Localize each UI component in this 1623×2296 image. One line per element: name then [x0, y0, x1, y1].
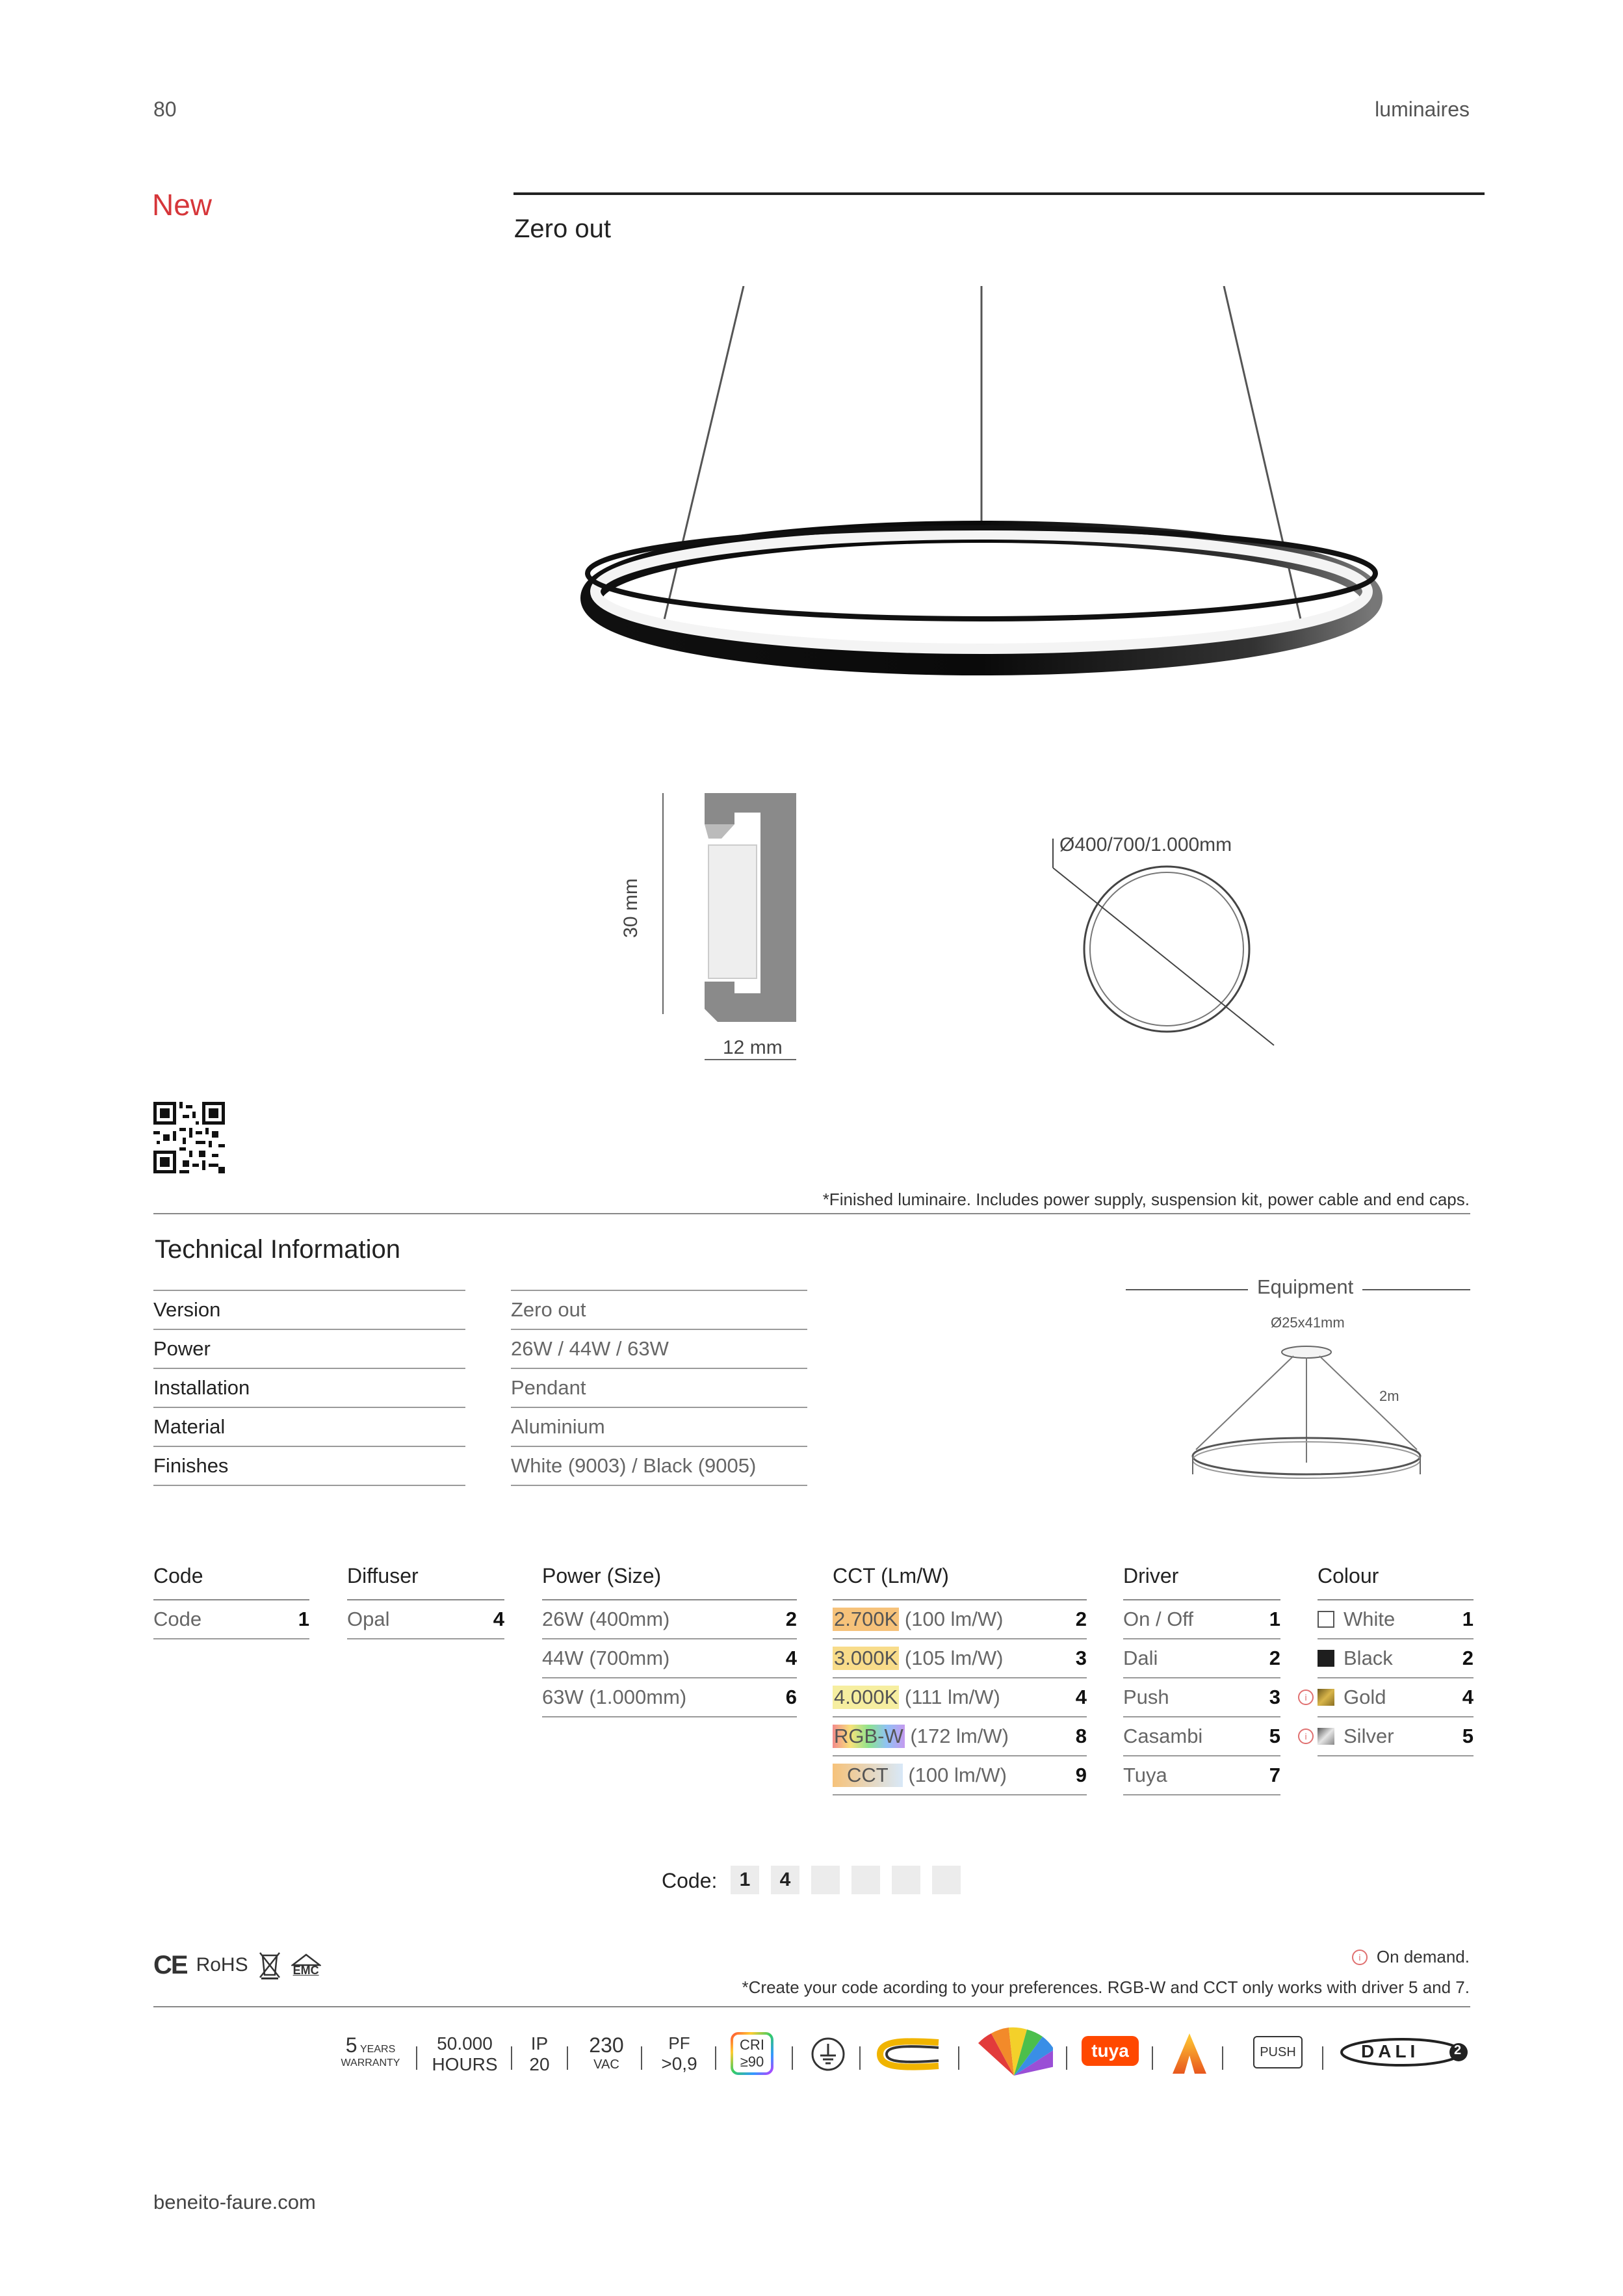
cri-label: CRI — [740, 2037, 764, 2053]
spec-value-row — [511, 1447, 807, 1486]
colour-name: Silver — [1344, 1725, 1394, 1747]
qr-code — [153, 1102, 225, 1173]
option-label: 44W (700mm) — [542, 1647, 670, 1669]
spec-values — [511, 1290, 807, 1486]
white-swatch — [1318, 1611, 1334, 1628]
cct-4000-swatch: 4.000K — [834, 1686, 898, 1708]
option-label — [833, 1725, 1076, 1748]
ring-plan-drawing — [1046, 839, 1287, 1060]
website-link[interactable]: beneito-faure.com — [153, 2191, 316, 2213]
spec-labels — [153, 1290, 465, 1486]
on-demand-note — [1352, 1947, 1470, 1967]
option-label: Tuya — [1123, 1764, 1167, 1786]
section-divider — [153, 1213, 1470, 1214]
ip-label: IP — [530, 2033, 549, 2054]
feature-separator — [416, 2046, 417, 2070]
earth-ground-icon — [810, 2036, 846, 2072]
option-label: 63W (1.000mm) — [542, 1686, 687, 1708]
spec-value: Aluminium — [511, 1415, 605, 1438]
feature-separator — [1222, 2046, 1223, 2070]
feature-separator — [1152, 2046, 1153, 2070]
driver-option[interactable] — [1123, 1756, 1280, 1795]
spec-label: Installation — [153, 1376, 250, 1399]
certifications — [153, 1950, 321, 1980]
voltage-unit: VAC — [593, 2057, 619, 2072]
option-label — [1318, 1608, 1462, 1631]
option-label — [833, 1764, 1076, 1787]
cct-3000-swatch: 3.000K — [834, 1647, 898, 1669]
option-code: 3 — [1269, 1686, 1280, 1708]
pf-label: PF — [668, 2033, 690, 2053]
code-option[interactable] — [153, 1600, 309, 1639]
pf-value: >0,9 — [661, 2054, 697, 2074]
spec-label-row — [153, 1330, 465, 1369]
led-strip-icon — [874, 2035, 945, 2074]
technical-title: Technical Information — [155, 1235, 400, 1264]
spec-label: Material — [153, 1415, 226, 1438]
warranty-years: 5 — [345, 2033, 357, 2057]
warranty-top — [338, 2033, 403, 2057]
finish-note: *Finished luminaire. Includes power supply, suspension kit, power cable and end caps. — [822, 1190, 1470, 1209]
new-badge: New — [152, 188, 213, 222]
footer-divider — [153, 2006, 1470, 2007]
diffuser-column-title: Diffuser — [347, 1564, 419, 1587]
equipment-drawing — [1183, 1333, 1430, 1489]
spec-label-row — [153, 1369, 465, 1408]
cct-option[interactable] — [833, 1600, 1087, 1639]
dali2-logo — [1339, 2037, 1469, 2067]
feature-separator — [511, 2046, 512, 2070]
weee-icon — [257, 1950, 282, 1980]
pf-badge — [650, 2033, 708, 2074]
option-label: On / Off — [1123, 1608, 1193, 1630]
gold-swatch — [1318, 1689, 1334, 1706]
option-label: Code — [153, 1608, 202, 1630]
rohs-mark: RoHS — [196, 1954, 248, 1976]
option-label — [833, 1686, 1076, 1709]
color-fan-icon — [975, 2014, 1053, 2079]
emc-icon — [291, 1953, 321, 1977]
spec-value-row — [511, 1408, 807, 1447]
on-demand-text: On demand. — [1376, 1947, 1470, 1966]
section-title: luminaires — [1375, 98, 1470, 121]
spec-label-row — [153, 1447, 465, 1486]
feature-separator — [792, 2046, 793, 2070]
option-code: 2 — [1075, 1608, 1087, 1630]
option-code: 3 — [1075, 1647, 1087, 1669]
option-code: 4 — [1462, 1686, 1474, 1708]
cct-efficacy: (172 lm/W) — [910, 1725, 1009, 1747]
hours-label: HOURS — [432, 2054, 498, 2074]
canopy-dimension: Ø25x41mm — [1271, 1314, 1345, 1331]
feature-separator — [859, 2046, 861, 2070]
black-swatch — [1318, 1650, 1334, 1667]
cct-tunable-swatch: CCT — [833, 1764, 903, 1787]
option-label: Push — [1123, 1686, 1169, 1708]
ip-value: 20 — [529, 2054, 550, 2074]
tuya-logo: tuya — [1082, 2036, 1139, 2066]
cct-column-title: CCT (Lm/W) — [833, 1564, 949, 1587]
code-box-5[interactable] — [892, 1866, 920, 1894]
option-code: 4 — [1075, 1686, 1087, 1708]
power-option[interactable] — [542, 1678, 797, 1717]
code-column-title: Code — [153, 1564, 203, 1587]
diffuser-option[interactable] — [347, 1600, 504, 1639]
code-box-2[interactable]: 4 — [771, 1866, 799, 1894]
spec-value: Pendant — [511, 1376, 586, 1399]
cct-efficacy: (100 lm/W) — [908, 1764, 1007, 1786]
cct-efficacy: (100 lm/W) — [904, 1608, 1004, 1630]
option-code: 1 — [298, 1608, 309, 1630]
code-box-4[interactable] — [851, 1866, 880, 1894]
warranty-badge — [338, 2033, 403, 2069]
dali-version: 2 — [1454, 2043, 1462, 2057]
hours-value: 50.000 — [437, 2033, 493, 2054]
feature-separator — [958, 2046, 959, 2070]
cct-option[interactable] — [833, 1639, 1087, 1678]
width-dimension: 12 mm — [723, 1037, 783, 1058]
colour-option[interactable] — [1318, 1600, 1474, 1639]
driver-column-title: Driver — [1123, 1564, 1179, 1587]
spec-value: 26W / 44W / 63W — [511, 1337, 669, 1360]
cct-2700-swatch: 2.700K — [834, 1608, 898, 1630]
option-label: Opal — [347, 1608, 390, 1630]
dali-text: DALI — [1361, 2041, 1420, 2061]
spec-label: Version — [153, 1298, 221, 1321]
equipment-title: Equipment — [1248, 1275, 1362, 1299]
option-code: 8 — [1075, 1725, 1087, 1747]
diameter-dimension: Ø400/700/1.000mm — [1059, 834, 1232, 855]
feature-separator — [1322, 2046, 1323, 2070]
spec-label-row — [153, 1408, 465, 1447]
option-label: Dali — [1123, 1647, 1158, 1669]
colour-option[interactable] — [1318, 1639, 1474, 1678]
cct-option[interactable] — [833, 1717, 1087, 1756]
spec-value-row — [511, 1369, 807, 1408]
option-label — [833, 1608, 1076, 1631]
spec-value-row — [511, 1330, 807, 1369]
hours-badge — [429, 2033, 500, 2075]
spec-label: Power — [153, 1337, 211, 1360]
spec-label: Finishes — [153, 1454, 229, 1477]
option-code: 5 — [1462, 1725, 1474, 1747]
option-code: 9 — [1075, 1764, 1087, 1786]
option-label — [1318, 1686, 1462, 1709]
product-image — [572, 286, 1391, 702]
option-code: 7 — [1269, 1764, 1280, 1786]
colour-option[interactable] — [1305, 1717, 1474, 1756]
spec-value: Zero out — [511, 1298, 586, 1321]
option-label: 26W (400mm) — [542, 1608, 670, 1630]
cct-efficacy: (105 lm/W) — [904, 1647, 1004, 1669]
code-builder-label: Code: — [662, 1869, 718, 1892]
voltage-value: 230 — [589, 2033, 624, 2057]
option-label — [833, 1647, 1076, 1670]
ip-badge — [520, 2033, 559, 2075]
driver-option[interactable] — [1123, 1717, 1280, 1756]
warranty-label: WARRANTY — [341, 2057, 400, 2068]
option-label — [1318, 1647, 1462, 1670]
create-code-note: *Create your code acording to your preferences. RGB-W and CCT only works with driver 5 and 7. — [742, 1977, 1470, 1997]
option-code: 2 — [785, 1608, 797, 1630]
code-box-1[interactable]: 1 — [731, 1866, 759, 1894]
colour-name: Gold — [1344, 1686, 1386, 1708]
driver-option[interactable] — [1123, 1678, 1280, 1717]
driver-option[interactable] — [1123, 1600, 1280, 1639]
colour-option[interactable] — [1305, 1678, 1474, 1717]
code-box-3[interactable] — [811, 1866, 840, 1894]
feature-separator — [641, 2046, 642, 2070]
option-code: 5 — [1269, 1725, 1280, 1747]
option-code: 4 — [785, 1647, 797, 1669]
spec-value: White (9003) / Black (9005) — [511, 1454, 757, 1477]
cct-rgbw-swatch: RGB-W — [834, 1725, 903, 1747]
ce-mark: CE — [153, 1950, 187, 1979]
silver-swatch — [1318, 1728, 1334, 1745]
info-icon: i — [1298, 1729, 1314, 1744]
option-code: 1 — [1462, 1608, 1474, 1630]
feature-separator — [715, 2046, 716, 2070]
spec-value-row — [511, 1291, 807, 1330]
option-code: 6 — [785, 1686, 797, 1708]
code-box-6[interactable] — [932, 1866, 961, 1894]
voltage-badge — [577, 2033, 636, 2072]
casambi-icon — [1170, 2032, 1209, 2075]
option-label: Casambi — [1123, 1725, 1203, 1747]
warranty-unit: YEARS — [360, 2044, 396, 2055]
height-dimension: 30 mm — [619, 878, 642, 938]
cct-efficacy: (111 lm/W) — [904, 1686, 1000, 1708]
power-option[interactable] — [542, 1639, 797, 1678]
driver-option[interactable] — [1123, 1639, 1280, 1678]
option-code: 4 — [493, 1608, 504, 1630]
cri-inner — [733, 2035, 771, 2072]
product-title: Zero out — [514, 215, 611, 243]
spec-label-row — [153, 1291, 465, 1330]
power-option[interactable] — [542, 1600, 797, 1639]
feature-separator — [567, 2046, 568, 2070]
cri-value: ≥90 — [740, 2054, 764, 2070]
cct-option[interactable] — [833, 1756, 1087, 1795]
option-code: 2 — [1269, 1647, 1280, 1669]
emc-mark: EMC — [292, 1963, 319, 1977]
option-code: 2 — [1462, 1647, 1474, 1669]
cct-option[interactable] — [833, 1678, 1087, 1717]
page-number: 80 — [153, 98, 177, 121]
cable-dimension: 2m — [1379, 1388, 1399, 1404]
option-label — [1318, 1725, 1462, 1748]
power-column-title: Power (Size) — [542, 1564, 662, 1587]
title-rule — [513, 192, 1485, 195]
cri-badge — [731, 2032, 773, 2075]
info-icon: i — [1352, 1950, 1368, 1965]
colour-name: Black — [1344, 1647, 1393, 1669]
push-icon: PUSH — [1253, 2036, 1303, 2068]
colour-column-title: Colour — [1318, 1564, 1379, 1587]
option-code: 1 — [1269, 1608, 1280, 1630]
colour-name: White — [1344, 1608, 1396, 1630]
feature-separator — [1066, 2046, 1067, 2070]
info-icon: i — [1298, 1689, 1314, 1705]
